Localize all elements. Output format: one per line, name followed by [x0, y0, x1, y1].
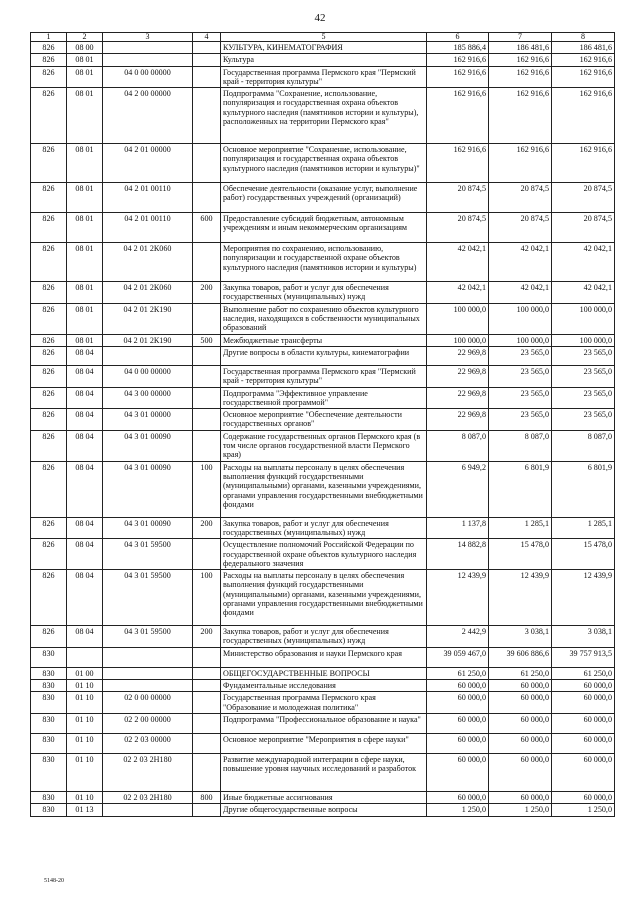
amount-year3-cell: 1 285,1	[552, 517, 615, 539]
admin-code-cell: 826	[31, 54, 67, 66]
section-code-cell: 08 01	[67, 303, 103, 334]
section-code-cell: 01 10	[67, 692, 103, 714]
amount-year1-cell: 1 137,8	[427, 517, 489, 539]
section-code-cell: 01 10	[67, 791, 103, 803]
target-article-cell: 04 3 01 00090	[103, 430, 193, 461]
amount-year3-cell: 3 038,1	[552, 626, 615, 648]
target-article-cell: 04 2 01 00000	[103, 144, 193, 183]
target-article-cell: 04 2 01 00110	[103, 183, 193, 213]
target-article-cell: 04 3 01 00090	[103, 517, 193, 539]
amount-year3-cell: 6 801,9	[552, 461, 615, 517]
amount-year3-cell: 162 916,6	[552, 54, 615, 66]
admin-code-cell: 830	[31, 791, 67, 803]
admin-code-cell: 830	[31, 667, 67, 679]
amount-year3-cell: 12 439,9	[552, 570, 615, 626]
amount-year2-cell: 61 250,0	[489, 667, 552, 679]
header-cell: 1	[31, 33, 67, 42]
amount-year3-cell: 42 042,1	[552, 243, 615, 282]
amount-year3-cell: 8 087,0	[552, 430, 615, 461]
amount-year3-cell: 20 874,5	[552, 213, 615, 243]
amount-year1-cell: 60 000,0	[427, 680, 489, 692]
target-article-cell	[103, 54, 193, 66]
amount-year2-cell: 42 042,1	[489, 282, 552, 304]
target-article-cell: 04 0 00 00000	[103, 365, 193, 387]
target-article-cell: 02 2 00 00000	[103, 713, 193, 733]
expense-type-cell	[193, 144, 221, 183]
section-code-cell: 01 10	[67, 713, 103, 733]
amount-year1-cell: 42 042,1	[427, 243, 489, 282]
amount-year3-cell: 23 565,0	[552, 346, 615, 365]
amount-year1-cell: 61 250,0	[427, 667, 489, 679]
amount-year3-cell: 100 000,0	[552, 303, 615, 334]
table-row	[31, 334, 615, 346]
description-cell: Основное мероприятие "Мероприятия в сфере науки"	[221, 733, 427, 753]
admin-code-cell: 826	[31, 144, 67, 183]
document-code: 5148-20	[44, 878, 64, 884]
amount-year3-cell: 162 916,6	[552, 66, 615, 88]
admin-code-cell: 826	[31, 303, 67, 334]
amount-year3-cell: 60 000,0	[552, 680, 615, 692]
target-article-cell: 04 2 01 2К190	[103, 303, 193, 334]
description-cell: Закупка товаров, работ и услуг для обеспечения государственных (муниципальных) нужд	[221, 626, 427, 648]
admin-code-cell: 830	[31, 804, 67, 816]
description-cell: Мероприятия по сохранению, использованию, популяризации и государственной охране объектов культурного наследия (памятников истории и культуры)	[221, 243, 427, 282]
admin-code-cell: 826	[31, 42, 67, 54]
table-row	[31, 804, 615, 816]
section-code-cell: 08 04	[67, 430, 103, 461]
table-row	[31, 365, 615, 387]
expense-type-cell	[193, 713, 221, 733]
description-cell: Государственная программа Пермского края "Образование и молодежная политика"	[221, 692, 427, 714]
section-code-cell: 08 04	[67, 387, 103, 409]
section-code-cell: 08 01	[67, 144, 103, 183]
description-cell: Подпрограмма "Эффективное управление государственной программой"	[221, 387, 427, 409]
amount-year3-cell: 1 250,0	[552, 804, 615, 816]
section-code-cell: 08 04	[67, 517, 103, 539]
admin-code-cell: 826	[31, 626, 67, 648]
table-header-row	[31, 33, 615, 42]
amount-year1-cell: 39 059 467,0	[427, 647, 489, 667]
target-article-cell: 04 2 01 2К190	[103, 334, 193, 346]
expense-type-cell	[193, 387, 221, 409]
amount-year2-cell: 186 481,6	[489, 42, 552, 54]
header-cell: 2	[67, 33, 103, 42]
table-row	[31, 282, 615, 304]
table-row	[31, 54, 615, 66]
amount-year3-cell: 15 478,0	[552, 539, 615, 570]
table-row	[31, 213, 615, 243]
amount-year1-cell: 60 000,0	[427, 753, 489, 791]
section-code-cell: 01 10	[67, 680, 103, 692]
amount-year2-cell: 60 000,0	[489, 791, 552, 803]
expense-type-cell	[193, 183, 221, 213]
expense-type-cell	[193, 303, 221, 334]
amount-year1-cell: 22 969,8	[427, 346, 489, 365]
amount-year2-cell: 60 000,0	[489, 733, 552, 753]
section-code-cell: 08 04	[67, 461, 103, 517]
table-row	[31, 626, 615, 648]
section-code-cell: 08 04	[67, 409, 103, 431]
description-cell: Расходы на выплаты персоналу в целях обеспечения выполнения функций государственными (муниципальными) органами, казенными учреждениями, органами управления государственными внебюджетными фондами	[221, 570, 427, 626]
amount-year1-cell: 42 042,1	[427, 282, 489, 304]
amount-year2-cell: 60 000,0	[489, 680, 552, 692]
description-cell: Закупка товаров, работ и услуг для обеспечения государственных (муниципальных) нужд	[221, 282, 427, 304]
amount-year2-cell: 100 000,0	[489, 303, 552, 334]
target-article-cell: 04 3 01 59500	[103, 539, 193, 570]
amount-year1-cell: 162 916,6	[427, 144, 489, 183]
section-code-cell: 08 00	[67, 42, 103, 54]
admin-code-cell: 826	[31, 282, 67, 304]
section-code-cell: 08 01	[67, 183, 103, 213]
target-article-cell	[103, 680, 193, 692]
expense-type-cell	[193, 88, 221, 144]
target-article-cell: 04 3 01 00090	[103, 461, 193, 517]
expense-type-cell	[193, 804, 221, 816]
expense-type-cell: 200	[193, 282, 221, 304]
description-cell: Государственная программа Пермского края "Пермский край - территория культуры"	[221, 365, 427, 387]
section-code-cell: 08 01	[67, 88, 103, 144]
target-article-cell: 04 3 00 00000	[103, 387, 193, 409]
expense-type-cell	[193, 365, 221, 387]
table-row	[31, 539, 615, 570]
description-cell: Выполнение работ по сохранению объектов культурного наследия, находящихся в собственности муниципальных образований	[221, 303, 427, 334]
amount-year2-cell: 12 439,9	[489, 570, 552, 626]
amount-year3-cell: 186 481,6	[552, 42, 615, 54]
amount-year3-cell: 23 565,0	[552, 365, 615, 387]
amount-year1-cell: 22 969,8	[427, 365, 489, 387]
description-cell: ОБЩЕГОСУДАРСТВЕННЫЕ ВОПРОСЫ	[221, 667, 427, 679]
amount-year1-cell: 60 000,0	[427, 713, 489, 733]
target-article-cell: 02 2 03 00000	[103, 733, 193, 753]
expense-type-cell	[193, 667, 221, 679]
section-code-cell: 08 04	[67, 365, 103, 387]
amount-year3-cell: 60 000,0	[552, 753, 615, 791]
amount-year3-cell: 60 000,0	[552, 692, 615, 714]
amount-year2-cell: 1 250,0	[489, 804, 552, 816]
section-code-cell: 01 00	[67, 667, 103, 679]
description-cell: Культура	[221, 54, 427, 66]
table-row	[31, 733, 615, 753]
expense-type-cell	[193, 243, 221, 282]
admin-code-cell: 826	[31, 365, 67, 387]
amount-year3-cell: 100 000,0	[552, 334, 615, 346]
target-article-cell: 04 2 01 2К060	[103, 282, 193, 304]
expense-type-cell	[193, 680, 221, 692]
admin-code-cell: 826	[31, 346, 67, 365]
amount-year2-cell: 42 042,1	[489, 243, 552, 282]
admin-code-cell: 826	[31, 243, 67, 282]
target-article-cell: 04 3 01 59500	[103, 626, 193, 648]
table-row	[31, 753, 615, 791]
admin-code-cell: 826	[31, 430, 67, 461]
amount-year1-cell: 20 874,5	[427, 213, 489, 243]
admin-code-cell: 826	[31, 539, 67, 570]
amount-year2-cell: 20 874,5	[489, 213, 552, 243]
description-cell: Предоставление субсидий бюджетным, автономным учреждениям и иным некоммерческим организациям	[221, 213, 427, 243]
amount-year3-cell: 61 250,0	[552, 667, 615, 679]
amount-year3-cell: 20 874,5	[552, 183, 615, 213]
expense-type-cell	[193, 647, 221, 667]
table-row	[31, 791, 615, 803]
expense-type-cell: 100	[193, 570, 221, 626]
amount-year2-cell: 162 916,6	[489, 66, 552, 88]
admin-code-cell: 826	[31, 213, 67, 243]
expense-type-cell	[193, 430, 221, 461]
amount-year2-cell: 23 565,0	[489, 346, 552, 365]
header-cell: 8	[552, 33, 615, 42]
section-code-cell: 08 01	[67, 334, 103, 346]
table-row	[31, 409, 615, 431]
table-row	[31, 692, 615, 714]
table-row	[31, 42, 615, 54]
admin-code-cell: 826	[31, 334, 67, 346]
description-cell: Фундаментальные исследования	[221, 680, 427, 692]
admin-code-cell: 830	[31, 692, 67, 714]
expense-type-cell	[193, 346, 221, 365]
expense-type-cell: 500	[193, 334, 221, 346]
amount-year1-cell: 20 874,5	[427, 183, 489, 213]
section-code-cell: 08 01	[67, 243, 103, 282]
table-row	[31, 570, 615, 626]
description-cell: Содержание государственных органов Пермского края (в том числе органов государственной власти Пермского края)	[221, 430, 427, 461]
target-article-cell: 02 2 03 2Н180	[103, 753, 193, 791]
description-cell: Государственная программа Пермского края "Пермский край - территория культуры"	[221, 66, 427, 88]
section-code-cell: 01 13	[67, 804, 103, 816]
header-cell: 7	[489, 33, 552, 42]
amount-year2-cell: 3 038,1	[489, 626, 552, 648]
amount-year2-cell: 100 000,0	[489, 334, 552, 346]
table-row	[31, 517, 615, 539]
amount-year3-cell: 60 000,0	[552, 733, 615, 753]
description-cell: Подпрограмма "Профессиональное образование и наука"	[221, 713, 427, 733]
admin-code-cell: 830	[31, 753, 67, 791]
header-cell: 3	[103, 33, 193, 42]
admin-code-cell: 826	[31, 387, 67, 409]
section-code-cell: 01 10	[67, 733, 103, 753]
expense-type-cell: 200	[193, 626, 221, 648]
expense-type-cell	[193, 66, 221, 88]
amount-year1-cell: 162 916,6	[427, 88, 489, 144]
admin-code-cell: 826	[31, 183, 67, 213]
expense-type-cell: 600	[193, 213, 221, 243]
header-cell: 5	[221, 33, 427, 42]
description-cell: Основное мероприятие "Обеспечение деятельности государственных органов"	[221, 409, 427, 431]
description-cell: КУЛЬТУРА, КИНЕМАТОГРАФИЯ	[221, 42, 427, 54]
amount-year2-cell: 6 801,9	[489, 461, 552, 517]
amount-year1-cell: 2 442,9	[427, 626, 489, 648]
amount-year3-cell: 23 565,0	[552, 409, 615, 431]
header-cell: 4	[193, 33, 221, 42]
target-article-cell: 04 2 00 00000	[103, 88, 193, 144]
amount-year2-cell: 15 478,0	[489, 539, 552, 570]
amount-year3-cell: 162 916,6	[552, 144, 615, 183]
admin-code-cell: 826	[31, 461, 67, 517]
table-row	[31, 183, 615, 213]
description-cell: Министерство образования и науки Пермского края	[221, 647, 427, 667]
amount-year1-cell: 12 439,9	[427, 570, 489, 626]
target-article-cell	[103, 42, 193, 54]
expense-type-cell: 100	[193, 461, 221, 517]
amount-year1-cell: 162 916,6	[427, 54, 489, 66]
description-cell: Обеспечение деятельности (оказание услуг, выполнение работ) государственных учреждений (организаций)	[221, 183, 427, 213]
amount-year2-cell: 8 087,0	[489, 430, 552, 461]
amount-year2-cell: 39 606 886,6	[489, 647, 552, 667]
expense-type-cell	[193, 733, 221, 753]
table-row	[31, 713, 615, 733]
table-row	[31, 461, 615, 517]
amount-year2-cell: 162 916,6	[489, 54, 552, 66]
description-cell: Иные бюджетные ассигнования	[221, 791, 427, 803]
table-row	[31, 680, 615, 692]
amount-year1-cell: 100 000,0	[427, 303, 489, 334]
amount-year2-cell: 60 000,0	[489, 713, 552, 733]
description-cell: Межбюджетные трансферты	[221, 334, 427, 346]
amount-year1-cell: 6 949,2	[427, 461, 489, 517]
admin-code-cell: 830	[31, 733, 67, 753]
section-code-cell: 08 04	[67, 570, 103, 626]
amount-year2-cell: 23 565,0	[489, 387, 552, 409]
table-row	[31, 387, 615, 409]
target-article-cell: 04 3 01 59500	[103, 570, 193, 626]
expense-type-cell	[193, 692, 221, 714]
expense-type-cell: 800	[193, 791, 221, 803]
section-code-cell: 08 01	[67, 54, 103, 66]
description-cell: Осуществление полномочий Российской Федерации по государственной охране объектов культурного наследия федерального значения	[221, 539, 427, 570]
amount-year3-cell: 39 757 913,5	[552, 647, 615, 667]
expense-type-cell	[193, 54, 221, 66]
admin-code-cell: 826	[31, 88, 67, 144]
description-cell: Расходы на выплаты персоналу в целях обеспечения выполнения функций государственными (муниципальными) органами, казенными учреждениями, органами управления государственными внебюджетными фондами	[221, 461, 427, 517]
target-article-cell: 02 0 00 00000	[103, 692, 193, 714]
table-row	[31, 88, 615, 144]
amount-year3-cell: 60 000,0	[552, 713, 615, 733]
amount-year1-cell: 14 882,8	[427, 539, 489, 570]
expense-type-cell	[193, 409, 221, 431]
amount-year1-cell: 22 969,8	[427, 387, 489, 409]
section-code-cell: 08 01	[67, 282, 103, 304]
amount-year3-cell: 23 565,0	[552, 387, 615, 409]
admin-code-cell: 826	[31, 517, 67, 539]
header-cell: 6	[427, 33, 489, 42]
target-article-cell: 04 0 00 00000	[103, 66, 193, 88]
admin-code-cell: 826	[31, 66, 67, 88]
amount-year2-cell: 1 285,1	[489, 517, 552, 539]
admin-code-cell: 830	[31, 713, 67, 733]
description-cell: Другие общегосударственные вопросы	[221, 804, 427, 816]
target-article-cell	[103, 804, 193, 816]
expense-type-cell	[193, 753, 221, 791]
expense-type-cell	[193, 539, 221, 570]
amount-year1-cell: 100 000,0	[427, 334, 489, 346]
table-row	[31, 667, 615, 679]
admin-code-cell: 830	[31, 680, 67, 692]
expense-type-cell	[193, 42, 221, 54]
amount-year1-cell: 22 969,8	[427, 409, 489, 431]
admin-code-cell: 826	[31, 570, 67, 626]
table-row	[31, 346, 615, 365]
target-article-cell: 04 2 01 2К060	[103, 243, 193, 282]
target-article-cell	[103, 647, 193, 667]
budget-table	[30, 32, 615, 817]
amount-year3-cell: 162 916,6	[552, 88, 615, 144]
amount-year2-cell: 23 565,0	[489, 409, 552, 431]
description-cell: Основное мероприятие "Сохранение, использование, популяризация и государственная охрана объектов культурного наследия (памятников истории и культуры)"	[221, 144, 427, 183]
amount-year1-cell: 60 000,0	[427, 791, 489, 803]
target-article-cell	[103, 346, 193, 365]
section-code-cell: 01 10	[67, 753, 103, 791]
description-cell: Закупка товаров, работ и услуг для обеспечения государственных (муниципальных) нужд	[221, 517, 427, 539]
table-row	[31, 430, 615, 461]
target-article-cell	[103, 667, 193, 679]
amount-year1-cell: 8 087,0	[427, 430, 489, 461]
amount-year1-cell: 162 916,6	[427, 66, 489, 88]
description-cell: Подпрограмма "Сохранение, использование, популяризация и государственная охрана объектов культурного наследия (памятников истории и культуры), расположенных на территории Пермского края"	[221, 88, 427, 144]
section-code-cell	[67, 647, 103, 667]
expense-type-cell: 200	[193, 517, 221, 539]
admin-code-cell: 826	[31, 409, 67, 431]
table-row	[31, 303, 615, 334]
page-number: 42	[314, 12, 326, 24]
table-row	[31, 243, 615, 282]
amount-year2-cell: 162 916,6	[489, 88, 552, 144]
table-row	[31, 66, 615, 88]
amount-year1-cell: 60 000,0	[427, 692, 489, 714]
amount-year2-cell: 60 000,0	[489, 753, 552, 791]
section-code-cell: 08 04	[67, 346, 103, 365]
amount-year2-cell: 23 565,0	[489, 365, 552, 387]
amount-year2-cell: 162 916,6	[489, 144, 552, 183]
amount-year1-cell: 185 886,4	[427, 42, 489, 54]
description-cell: Развитие международной интеграции в сфере науки, повышение уровня научных исследований и разработок	[221, 753, 427, 791]
amount-year2-cell: 20 874,5	[489, 183, 552, 213]
table-row	[31, 647, 615, 667]
description-cell: Другие вопросы в области культуры, кинематографии	[221, 346, 427, 365]
amount-year3-cell: 60 000,0	[552, 791, 615, 803]
section-code-cell: 08 04	[67, 539, 103, 570]
amount-year1-cell: 60 000,0	[427, 733, 489, 753]
amount-year2-cell: 60 000,0	[489, 692, 552, 714]
target-article-cell: 02 2 03 2Н180	[103, 791, 193, 803]
target-article-cell: 04 3 01 00000	[103, 409, 193, 431]
target-article-cell: 04 2 01 00110	[103, 213, 193, 243]
amount-year3-cell: 42 042,1	[552, 282, 615, 304]
table-row	[31, 144, 615, 183]
admin-code-cell: 830	[31, 647, 67, 667]
amount-year1-cell: 1 250,0	[427, 804, 489, 816]
section-code-cell: 08 01	[67, 213, 103, 243]
section-code-cell: 08 04	[67, 626, 103, 648]
section-code-cell: 08 01	[67, 66, 103, 88]
